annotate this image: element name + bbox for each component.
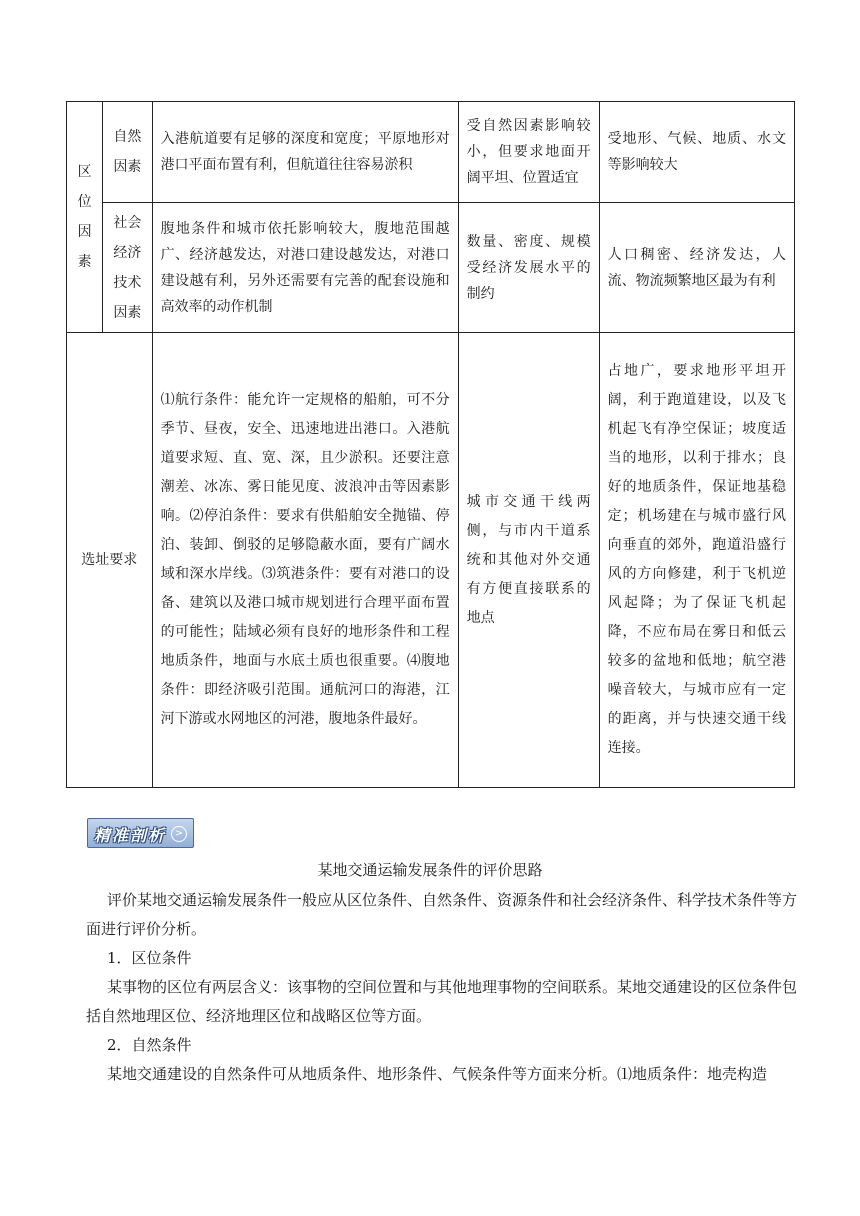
port-site-cell: ⑴航行条件：能允许一定规格的船舶，可不分季节、昼夜，安全、迅速地进出港口。入港航道要求短、直、宽、深，且少淤积。还要注意潮差、冰冻、雾日能见度、波浪冲击等因素影响。⑵停泊条件：要求有供船舶安全抛锚、停泊、装卸、倒驳的足够隐蔽水面，要有广阔水域和深水岸线。⑶筑港条件：要有对港口的设备、建筑以及港口城市规划进行合理平面布置的可能性；陆域必须有良好的地形条件和工程地质条件，地面与水底土质也很重要。⑷腹地条件：即经济吸引范围。通航河口的海港，江河下游或水网地区的河港，腹地条件最好。 [152, 333, 458, 788]
region-factor-label: 区 位 因 素 [67, 102, 103, 333]
intro-paragraph: 评价某地交通运输发展条件一般应从区位条件、自然条件、资源条件和社会经济条件、科学技术条件等方面进行评价分析。 [86, 891, 798, 938]
transport-comparison-table [66, 101, 795, 788]
section-badge [87, 818, 194, 848]
rail-site-cell: 城市交通干线两侧，与市内干道系统和其他对外交通有方便直接联系的地点 [458, 333, 599, 788]
heading-location: 1．区位条件 [107, 949, 192, 967]
table-row [67, 333, 795, 788]
table-row [67, 102, 795, 203]
natural-paragraph: 某地交通建设的自然条件可从地质条件、地形条件、气候条件等方面来分析。⑴地质条件：地壳构造 [107, 1065, 768, 1083]
air-site-cell: 占地广，要求地形平坦开阔，利于跑道建设，以及飞机起飞有净空保证；坡度适当的地形，以利于排水；良好的地质条件，保证地基稳定；机场建在与城市盛行风向垂直的郊外，跑道沿盛行风的方向修建，利于飞机逆风起降；为了保证飞机起降，不应布局在雾日和低云较多的盆地和低地；航空港噪音较大，与城市应有一定的距离，并与快速交通干线连接。 [599, 333, 794, 788]
site-requirement-label: 选址要求 [67, 333, 153, 788]
natural-factor-label: 自然 因素 [103, 102, 152, 203]
heading-natural: 2．自然条件 [107, 1036, 192, 1054]
location-paragraph: 某事物的区位有两层含义：该事物的空间位置和与其他地理事物的空间联系。某地交通建设的区位条件包括自然地理区位、经济地理区位和战略区位等方面。 [86, 978, 798, 1025]
port-socioeconomic-cell: 腹地条件和城市依托影响较大，腹地范围越广、经济越发达，对港口建设越发达，对港口建设越有利，另外还需要有完善的配套设施和高效率的动作机制 [152, 203, 458, 333]
air-natural-cell: 受地形、气候、地质、水文等影响较大 [599, 102, 794, 203]
circle-arrow-icon: > [171, 826, 187, 842]
socioeconomic-factor-label: 社会 经济 技术 因素 [103, 203, 152, 333]
section-title: 某地交通运输发展条件的评价思路 [317, 861, 543, 879]
rail-socioeconomic-cell: 数量、密度、规模受经济发展水平的制约 [458, 203, 599, 333]
air-socioeconomic-cell: 人口稠密、经济发达，人流、物流频繁地区最为有利 [599, 203, 794, 333]
table-row [67, 203, 795, 333]
rail-natural-cell: 受自然因素影响较小，但要求地面开阔平坦、位置适宜 [458, 102, 599, 203]
badge-label: 精准剖析 [94, 826, 167, 845]
port-natural-cell: 入港航道要有足够的深度和宽度；平原地形对港口平面布置有利，但航道往往容易淤积 [152, 102, 458, 203]
